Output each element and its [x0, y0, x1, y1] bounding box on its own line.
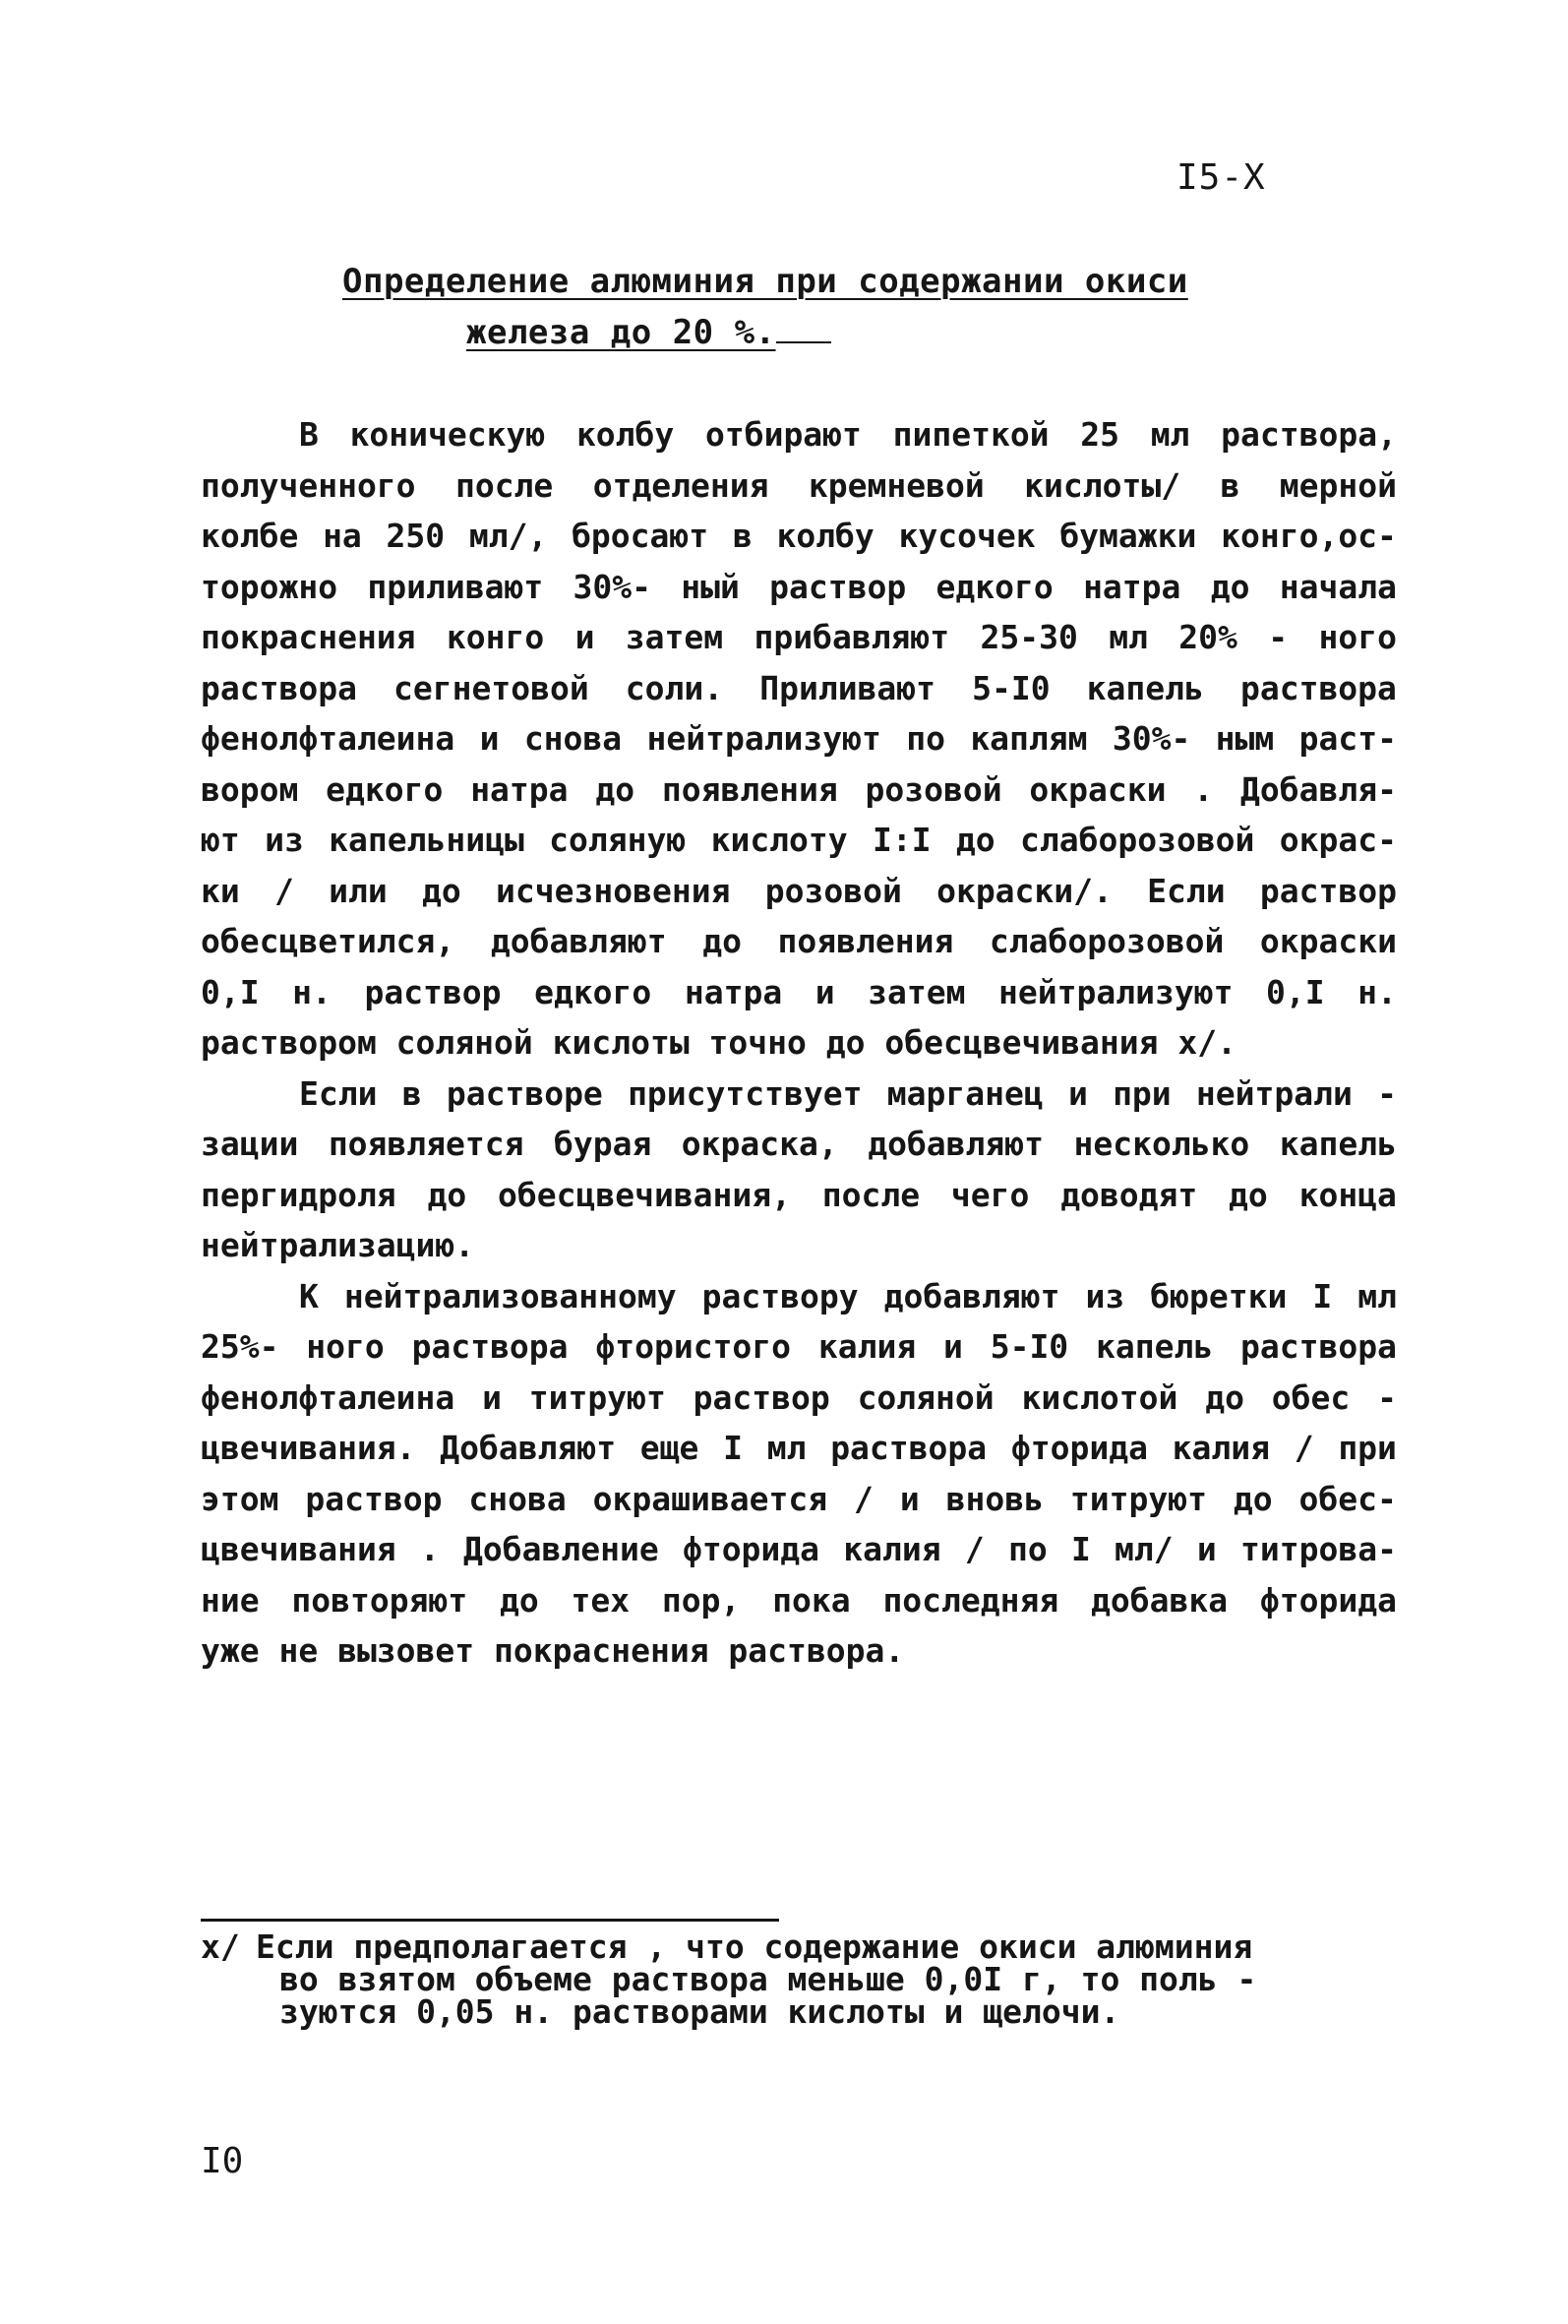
word: / [964, 1530, 985, 1568]
word: 250 [386, 517, 446, 555]
word: до [702, 922, 742, 960]
word: капель [1279, 1125, 1397, 1163]
word: приливают [367, 567, 544, 606]
paragraph-1-line-1 [201, 409, 1397, 460]
word: бурая [553, 1125, 652, 1163]
word: пергидроля [201, 1175, 396, 1214]
word: окраски/. [936, 871, 1113, 910]
paragraph-3-line-1 [201, 1271, 1397, 1322]
paragraph-1-line-4 [201, 562, 1397, 613]
section-title-line-2 [466, 313, 831, 352]
word: зации [201, 1125, 299, 1163]
word: раствора [411, 1327, 569, 1366]
word: Добавля- [1240, 769, 1397, 809]
word: раствора, [1221, 415, 1397, 454]
word: мл/ [1115, 1530, 1174, 1568]
word: раствор [305, 1479, 443, 1518]
word: и [479, 719, 500, 758]
word: Если [299, 1073, 378, 1113]
word: вором [201, 769, 299, 809]
paragraph-3-line-3 [201, 1373, 1397, 1424]
word: несколько [1073, 1125, 1250, 1163]
word: при [1338, 1429, 1397, 1467]
paragraph-1-line-8 [201, 764, 1397, 816]
word: натра [470, 769, 569, 809]
word: до [1229, 1175, 1268, 1214]
paragraph-3-line-8: уже не вызовет покраснения раствора. [201, 1631, 905, 1670]
word: слаборозовой [1020, 821, 1255, 859]
word: окраски [1029, 769, 1167, 809]
word: отбирают [704, 415, 862, 454]
word: розовой [865, 769, 1002, 809]
footnote [201, 1927, 1257, 2031]
word: соляную [549, 821, 687, 859]
paragraph-1-line-3 [201, 511, 1397, 562]
word: титруют [528, 1377, 666, 1417]
word: затем [868, 972, 966, 1011]
word: калия [843, 1530, 941, 1568]
word: раствору [701, 1276, 859, 1315]
word: 0,I [201, 972, 260, 1011]
page-number: I0 [201, 2141, 244, 2181]
word: I [1070, 1530, 1091, 1568]
word: соляной [857, 1377, 995, 1417]
word: - [1377, 1073, 1397, 1113]
word: последняя [882, 1580, 1059, 1620]
word: кислоты/ [1024, 465, 1181, 505]
word: фторида [1259, 1580, 1397, 1620]
word: мл [1150, 415, 1190, 454]
word: ным [1215, 719, 1275, 758]
word: ние [201, 1580, 260, 1620]
footnote-mark: х/ [201, 1927, 240, 1966]
word: 30%- [1112, 719, 1191, 758]
word: колбу [776, 517, 874, 555]
word: до [422, 871, 461, 910]
word: н. [1357, 972, 1397, 1011]
word: мл [1357, 1276, 1397, 1315]
word: мл/, [468, 517, 548, 555]
word: тех [571, 1580, 631, 1620]
word: появления [661, 769, 838, 809]
paragraph-3-line-7 [201, 1575, 1397, 1626]
word: раствора [830, 1429, 988, 1467]
footnote-line-3: зуются 0,05 н. растворами кислоты и щелочи. [279, 1992, 1120, 2031]
word: капель [1086, 668, 1204, 707]
word: нейтрализуют [646, 719, 881, 758]
word: . [419, 1530, 440, 1568]
word: в [401, 1073, 422, 1113]
word: 25 [1080, 415, 1119, 454]
word: до [1205, 1377, 1244, 1417]
paragraph-2-line-4: нейтрализацию. [201, 1226, 475, 1264]
word: обесцветился, [201, 922, 455, 960]
word: фенолфталеина [201, 719, 455, 758]
word: начала [1279, 567, 1397, 606]
word: мл [766, 1429, 807, 1467]
word: появляется [328, 1125, 524, 1163]
paragraph-1-line-7 [201, 713, 1397, 764]
word: из [265, 821, 304, 859]
word: кусочек [898, 517, 1036, 555]
word: обес- [1298, 1479, 1397, 1518]
word: нейтрализуют [998, 972, 1234, 1011]
paragraph-1-line-10 [201, 866, 1397, 917]
word: до [1210, 567, 1250, 606]
word: на [323, 517, 362, 555]
word: розовой [764, 871, 902, 910]
word: ного [1318, 618, 1397, 656]
word: появления [777, 922, 954, 960]
paragraph-1-line-6 [201, 663, 1397, 714]
footnote-line-2: во взятом объеме раствора меньше 0,0I г, то поль - [279, 1960, 1257, 1998]
word: колбу [575, 415, 675, 454]
word: едкого [935, 567, 1054, 606]
word: пипеткой [892, 415, 1050, 454]
word: ного [306, 1327, 385, 1366]
word: повторяют [291, 1580, 468, 1620]
word: слаборозовой [989, 922, 1225, 960]
word: коническую [349, 415, 546, 454]
paragraph-1-line-9 [201, 815, 1397, 866]
word: ки [201, 871, 240, 910]
word: кислоту [710, 821, 848, 859]
word: бюретки [1150, 1276, 1288, 1315]
word: до [595, 769, 635, 809]
word: до [499, 1580, 539, 1620]
word: 20% [1178, 618, 1237, 656]
word: снова [468, 1479, 567, 1518]
word: этом [201, 1479, 279, 1518]
paragraph-3-line-2 [201, 1321, 1397, 1373]
word: едкого [326, 769, 444, 809]
word: затем [625, 618, 724, 656]
word: фторида [682, 1530, 820, 1568]
word: титрова- [1240, 1530, 1397, 1568]
word: I:I [872, 821, 932, 859]
word: кремневой [808, 465, 985, 505]
word: I [1312, 1276, 1333, 1315]
paragraph-1-line-11 [201, 916, 1397, 967]
word: и [899, 1479, 920, 1518]
word: Если [1147, 871, 1226, 910]
word: фторида [1010, 1429, 1148, 1467]
word: 30%- [573, 567, 651, 606]
word: в [1220, 465, 1240, 505]
word: 0,I [1266, 972, 1325, 1011]
body-text [201, 409, 1397, 1677]
footnote-separator [201, 1919, 779, 1922]
word: бросают [572, 517, 709, 555]
word: 5-I0 [990, 1327, 1069, 1366]
word: после [454, 465, 554, 505]
word: пока [772, 1580, 851, 1620]
word: ный [681, 567, 740, 606]
word: нейтрали [1195, 1073, 1353, 1113]
word: раствор [693, 1377, 830, 1417]
word: окраска, [681, 1125, 838, 1163]
word: конго,ос- [1221, 517, 1397, 555]
word: цвечивания [201, 1530, 396, 1568]
word: капельницы [329, 821, 524, 859]
word: Приливают [759, 668, 936, 707]
word: и [1067, 1073, 1088, 1113]
word: нейтрализованному [343, 1276, 677, 1315]
word: раст- [1298, 719, 1397, 758]
word: и [574, 618, 595, 656]
title-underline-trail [776, 314, 831, 343]
word: присутствует [628, 1073, 863, 1113]
word: К [299, 1276, 319, 1315]
word: раствора [1240, 1327, 1397, 1366]
word: ют [201, 821, 240, 859]
paragraph-3-line-5 [201, 1474, 1397, 1525]
word: едкого [534, 972, 652, 1011]
word: натра [684, 972, 783, 1011]
word: конго [446, 618, 545, 656]
word: мерной [1279, 465, 1397, 505]
word: 25%- [201, 1327, 279, 1366]
word: натра [1083, 567, 1181, 606]
word: из [1085, 1276, 1125, 1315]
word: добавляют [883, 1276, 1060, 1315]
word: сегнетовой [393, 668, 589, 707]
word: до [1233, 1479, 1273, 1518]
word: марганец [886, 1073, 1044, 1113]
word: цвечивания. [201, 1429, 416, 1467]
word: соли. [625, 668, 724, 707]
word: полученного [201, 465, 416, 505]
paragraph-2-line-1 [201, 1069, 1397, 1120]
word: доводят [1060, 1175, 1198, 1214]
word: окрас- [1279, 821, 1397, 859]
word: вновь [945, 1479, 1044, 1518]
word: прибавляют [754, 618, 950, 656]
word: / [1294, 1429, 1314, 1467]
word: после [821, 1175, 921, 1214]
paragraph-3-line-6 [201, 1524, 1397, 1575]
word: калия [817, 1327, 917, 1366]
word: добавляют [868, 1125, 1045, 1163]
word: фтористого [595, 1327, 792, 1366]
word: колбе [201, 517, 299, 555]
word: до [955, 821, 995, 859]
word: / [274, 871, 294, 910]
word: покраснения [201, 618, 416, 656]
word: или [329, 871, 388, 910]
word: еще [639, 1429, 699, 1467]
word: / [854, 1479, 874, 1518]
word: 5-I0 [972, 668, 1051, 707]
paragraph-1-line-12 [201, 967, 1397, 1018]
word: В [299, 415, 319, 454]
word: окраски [1259, 922, 1397, 960]
word: Добавляют [440, 1429, 617, 1467]
word: снова [523, 719, 623, 758]
page-code: I5-X [1176, 157, 1266, 198]
word: растворе [446, 1073, 603, 1113]
word: в [732, 517, 753, 555]
word: капель [1096, 1327, 1214, 1366]
word: добавка [1091, 1580, 1229, 1620]
word: раствора [201, 668, 357, 707]
word: отделения [592, 465, 769, 505]
word: окрашивается [592, 1479, 828, 1518]
paragraph-3-line-4 [201, 1423, 1397, 1474]
paragraph-2-line-2 [201, 1119, 1397, 1170]
section-title-line-2-text: железа до 20 %. [466, 313, 776, 352]
section-title-line-1: Определение алюминия при содержании окиси [342, 262, 1188, 301]
word: 25-30 [980, 618, 1078, 656]
word: титруют [1069, 1479, 1207, 1518]
word: по [1007, 1530, 1048, 1568]
word: раствора [1239, 668, 1397, 707]
word: торожно [201, 567, 338, 606]
word: исчезновения [496, 871, 731, 910]
word: при [1113, 1073, 1172, 1113]
word: и [814, 972, 835, 1011]
paragraph-2-line-3 [201, 1170, 1397, 1221]
word: пор, [661, 1580, 741, 1620]
word: и [943, 1327, 963, 1366]
word: раствор [769, 567, 907, 606]
word: н. [292, 972, 332, 1011]
word: и [1196, 1530, 1217, 1568]
paragraph-1-line-13: раствором соляной кислоты точно до обесцвечивания х/. [201, 1023, 1236, 1062]
word: раствор [1259, 871, 1397, 910]
word: чего [950, 1175, 1030, 1214]
word: раствор [364, 972, 502, 1011]
word: - [1268, 618, 1289, 656]
word: добавляют [490, 922, 667, 960]
word: по [906, 719, 945, 758]
word: - [1377, 1377, 1397, 1417]
word: калия [1172, 1429, 1270, 1467]
paragraph-1-line-5 [201, 612, 1397, 663]
word: до [427, 1175, 467, 1214]
word: мл [1109, 618, 1148, 656]
word: кислотой [1021, 1377, 1178, 1417]
word: каплям [970, 719, 1088, 758]
word: обес [1271, 1377, 1351, 1417]
word: фенолфталеина [201, 1377, 455, 1417]
footnote-line-1: Если предполагается , что содержание окиси алюминия [256, 1927, 1253, 1966]
word: I [723, 1429, 743, 1467]
word: бумажки [1059, 517, 1197, 555]
word: и [482, 1377, 502, 1417]
paragraph-1-line-2 [201, 460, 1397, 512]
word: Добавление [463, 1530, 659, 1568]
word: . [1193, 769, 1214, 809]
word: обесцвечивания, [498, 1175, 792, 1214]
word: конца [1298, 1175, 1397, 1214]
